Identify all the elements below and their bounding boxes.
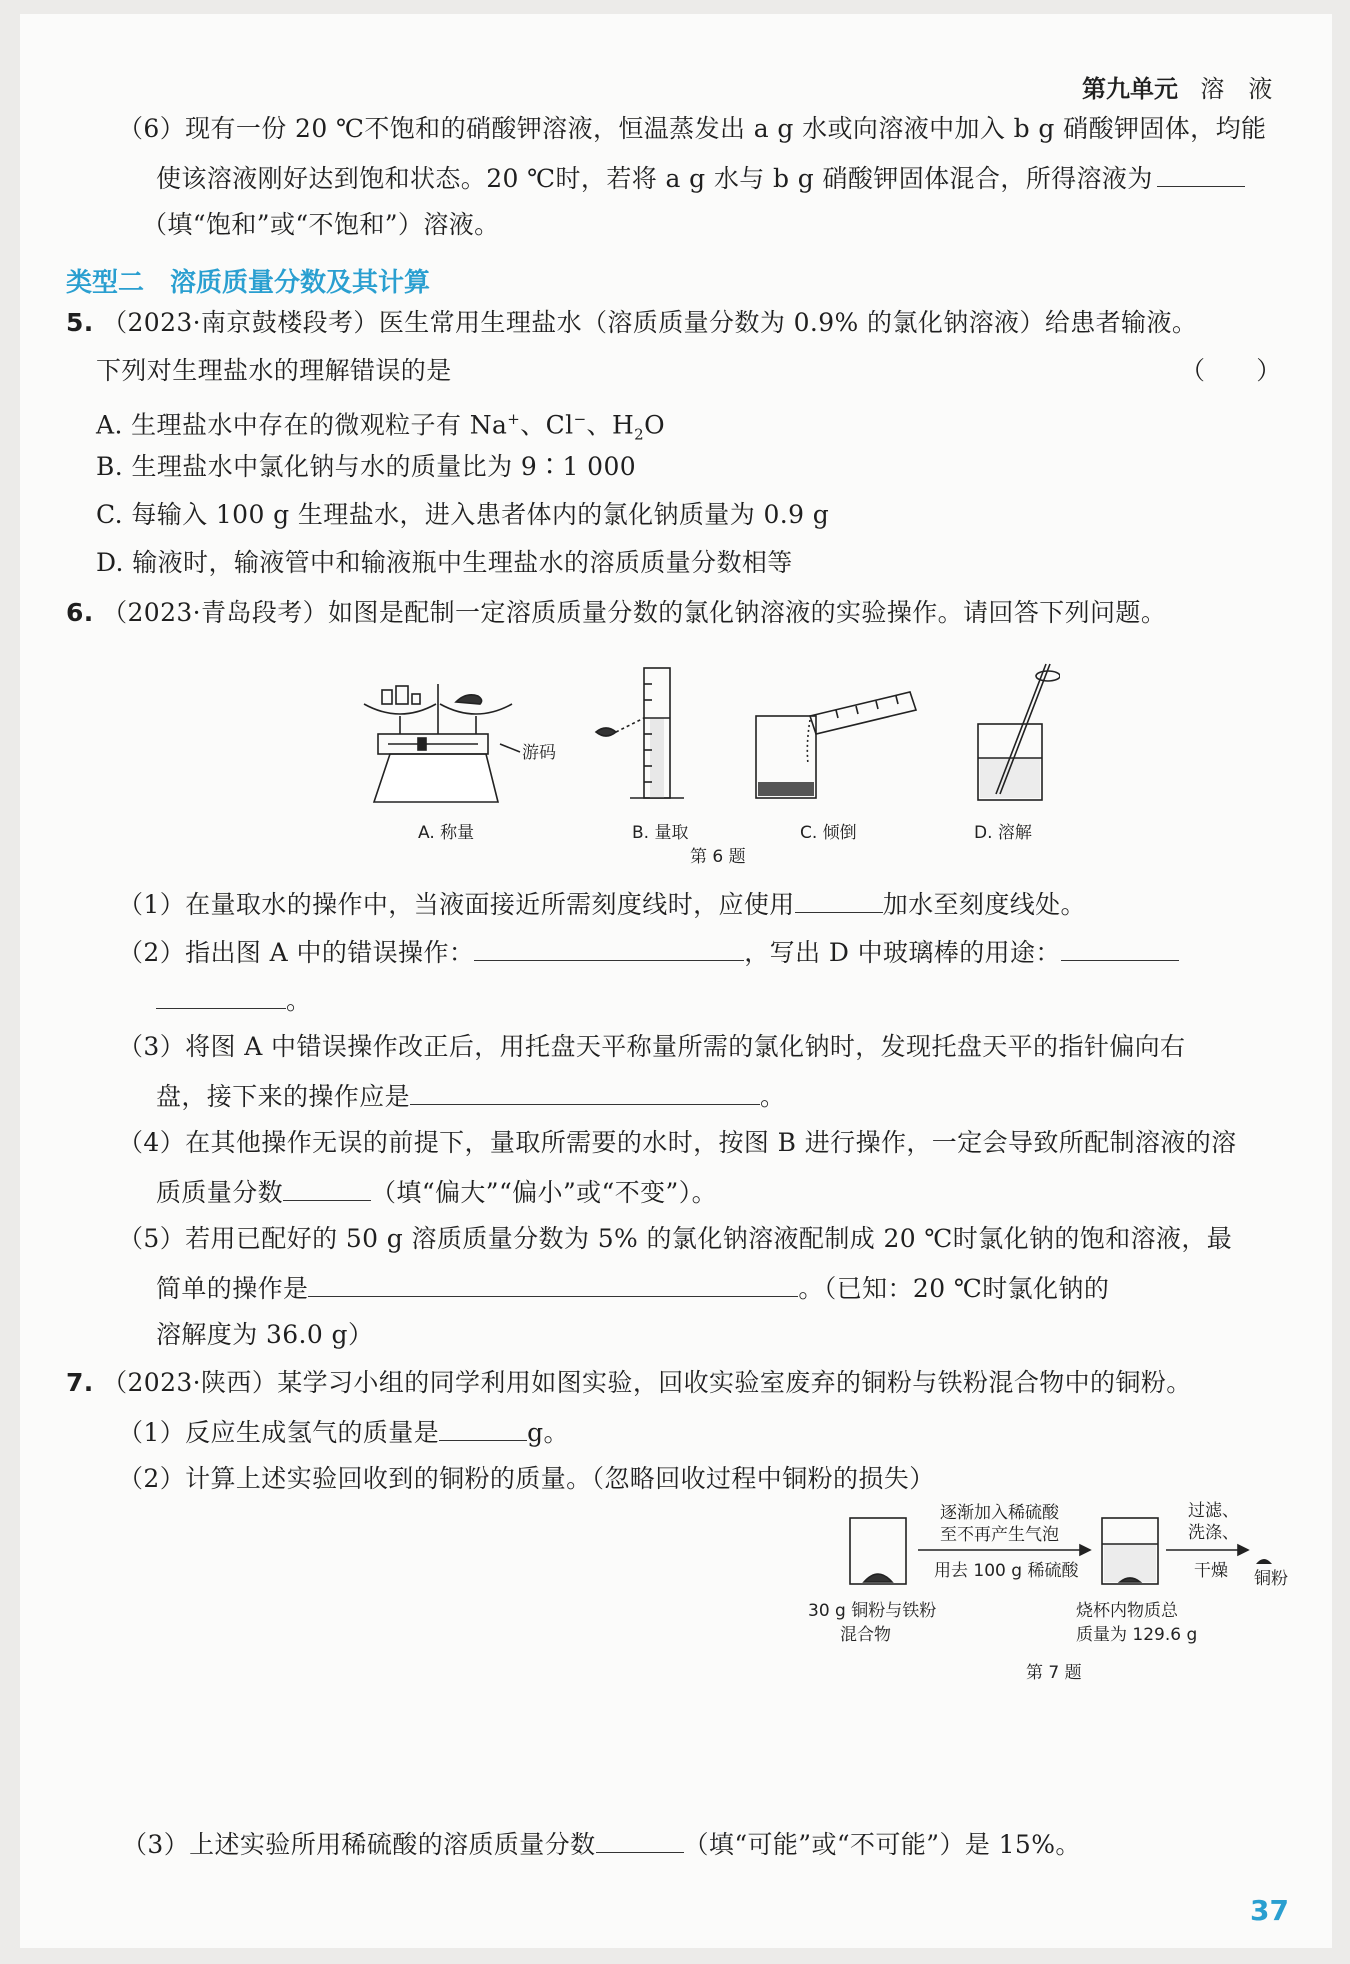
q4-6-line2	[156, 160, 1245, 196]
q7-figure	[790, 1494, 1310, 1694]
q5-line1	[66, 306, 1197, 340]
q6-part3-line2: 盘，接下来的操作应是 。	[156, 1078, 785, 1114]
answer-blank[interactable]	[283, 1174, 371, 1201]
beaker-mixture	[850, 1518, 906, 1584]
q6-part4-line1: （4）在其他操作无误的前提下，量取所需要的水时，按图 B 进行操作，一定会导致所配制溶液的溶	[118, 1128, 1237, 1157]
pouring-diagram	[756, 692, 916, 798]
svg-text:洗涤、: 洗涤、	[1188, 1523, 1239, 1543]
dissolving-diagram	[978, 664, 1060, 800]
q6-figure	[360, 654, 1060, 864]
q5-option-b[interactable]: B. 生理盐水中氯化钠与水的质量比为 9∶1 000	[96, 452, 637, 481]
fig6-label-d: D. 溶解	[974, 823, 1032, 843]
q6-part3-line1: （3）将图 A 中错误操作改正后，用托盘天平称量所需的氯化钠时，发现托盘天平的指针偏向右	[118, 1032, 1186, 1061]
fig7-caption: 第 7 题	[1026, 1663, 1082, 1683]
q7-part1: （1）反应生成氢气的质量是 g。	[118, 1414, 569, 1450]
q6-stem-line	[66, 596, 1166, 630]
svg-text:逐渐加入稀硫酸: 逐渐加入稀硫酸	[940, 1503, 1059, 1523]
answer-blank[interactable]	[308, 1270, 798, 1297]
q6-part5-line3: 溶解度为 36.0 g）	[156, 1320, 374, 1349]
svg-text:过滤、: 过滤、	[1188, 1501, 1239, 1521]
q5-option-a[interactable]: A. 生理盐水中存在的微观粒子有 Na+、Cl−、$H_2O$	[96, 410, 666, 444]
q6-part2: （2）指出图 A 中的错误操作： ，写出 D 中玻璃棒的用途：	[118, 934, 1179, 970]
svg-text:干燥: 干燥	[1194, 1561, 1228, 1581]
answer-blank[interactable]	[156, 982, 286, 1009]
q7-number: 7.	[66, 1368, 94, 1397]
q5-answer-paren: （ ）	[1180, 356, 1282, 385]
q5-number: 5.	[66, 308, 94, 337]
svg-text:烧杯内物质总: 烧杯内物质总	[1076, 1601, 1178, 1621]
svg-text:质量为 129.6 g: 质量为 129.6 g	[1076, 1625, 1198, 1645]
header-unit: 第九单元	[1082, 75, 1178, 103]
running-header	[1082, 69, 1272, 104]
q7-stem-line	[66, 1366, 1192, 1400]
answer-blank[interactable]	[1061, 934, 1179, 961]
answer-blank[interactable]	[439, 1414, 527, 1441]
q5-option-d[interactable]: D. 输液时，输液管中和输液瓶中生理盐水的溶质质量分数相等	[96, 548, 793, 577]
q4-6-line3: （填“饱和”或“不饱和”）溶液。	[142, 210, 500, 239]
cylinder-diagram	[596, 668, 684, 798]
arrow-acid	[918, 1545, 1090, 1555]
q7-part2: （2）计算上述实验回收到的铜粉的质量。（忽略回收过程中铜粉的损失）	[118, 1464, 935, 1493]
balance-diagram	[364, 684, 520, 802]
page	[20, 14, 1332, 1948]
answer-blank[interactable]	[474, 934, 744, 961]
answer-blank[interactable]	[1157, 160, 1245, 187]
q6-stem: （2023·青岛段考）如图是配制一定溶质质量分数的氯化钠溶液的实验操作。请回答下列问题。	[102, 598, 1167, 627]
fig6-caption: 第 6 题	[690, 847, 746, 864]
balance-rider-label: 游码	[522, 743, 556, 763]
svg-text:30 g 铜粉与铁粉: 30 g 铜粉与铁粉	[808, 1601, 937, 1621]
q6-part2-cont: 。	[156, 982, 311, 1018]
q6-number: 6.	[66, 598, 94, 627]
q4-6-text: 使该溶液刚好达到饱和状态。20 ℃时，若将 a g 水与 b g 硝酸钾固体混合，所得溶液为	[156, 164, 1153, 193]
header-topic: 溶 液	[1200, 75, 1273, 103]
q7-stem: （2023·陕西）某学习小组的同学利用如图实验，回收实验室废弃的铜粉与铁粉混合物中的铜粉。	[102, 1368, 1192, 1397]
svg-text:用去 100 g 稀硫酸: 用去 100 g 稀硫酸	[934, 1561, 1079, 1581]
q6-part5-line2: 简单的操作是 。（已知：20 ℃时氯化钠的	[156, 1270, 1109, 1306]
q5-option-c[interactable]: C. 每输入 100 g 生理盐水，进入患者体内的氯化钠质量为 0.9 g	[96, 500, 830, 529]
q5-stem: （2023·南京鼓楼段考）医生常用生理盐水（溶质质量分数为 0.9% 的氯化钠溶液）给患者输液。	[102, 308, 1198, 337]
q4-6-line1: （6）现有一份 20 ℃不饱和的硝酸钾溶液，恒温蒸发出 a g 水或向溶液中加入 b g 硝酸钾固体，均能	[118, 114, 1267, 143]
fig6-label-a: A. 称量	[418, 823, 475, 843]
arrow-filter	[1166, 1545, 1248, 1555]
fig6-label-b: B. 量取	[632, 823, 689, 843]
fig6-label-c: C. 倾倒	[800, 823, 857, 843]
svg-text:至不再产生气泡: 至不再产生气泡	[940, 1525, 1059, 1545]
answer-blank[interactable]	[596, 1826, 684, 1853]
beaker-result	[1102, 1518, 1158, 1584]
q6-part1: （1）在量取水的操作中，当液面接近所需刻度线时，应使用 加水至刻度线处。	[118, 886, 1086, 922]
svg-text:混合物: 混合物	[840, 1625, 891, 1645]
page-number: 37	[1250, 1894, 1289, 1927]
answer-blank[interactable]	[795, 886, 883, 913]
q5-line2: 下列对生理盐水的理解错误的是	[96, 356, 452, 385]
q7-part3: （3）上述实验所用稀硫酸的溶质质量分数 （填“可能”或“不可能”）是 15%。	[122, 1826, 1081, 1862]
section-heading: 类型二 溶质质量分数及其计算	[66, 268, 431, 298]
svg-text:铜粉: 铜粉	[1254, 1569, 1288, 1589]
answer-blank[interactable]	[410, 1078, 760, 1105]
q6-part4-line2: 质质量分数 （填“偏大”“偏小”或“不变”）。	[156, 1174, 717, 1210]
copper-powder-icon	[1256, 1559, 1272, 1564]
q6-part5-line1: （5）若用已配好的 50 g 溶质质量分数为 5% 的氯化钠溶液配制成 20 ℃时氯化钠的饱和溶液，最	[118, 1224, 1233, 1253]
